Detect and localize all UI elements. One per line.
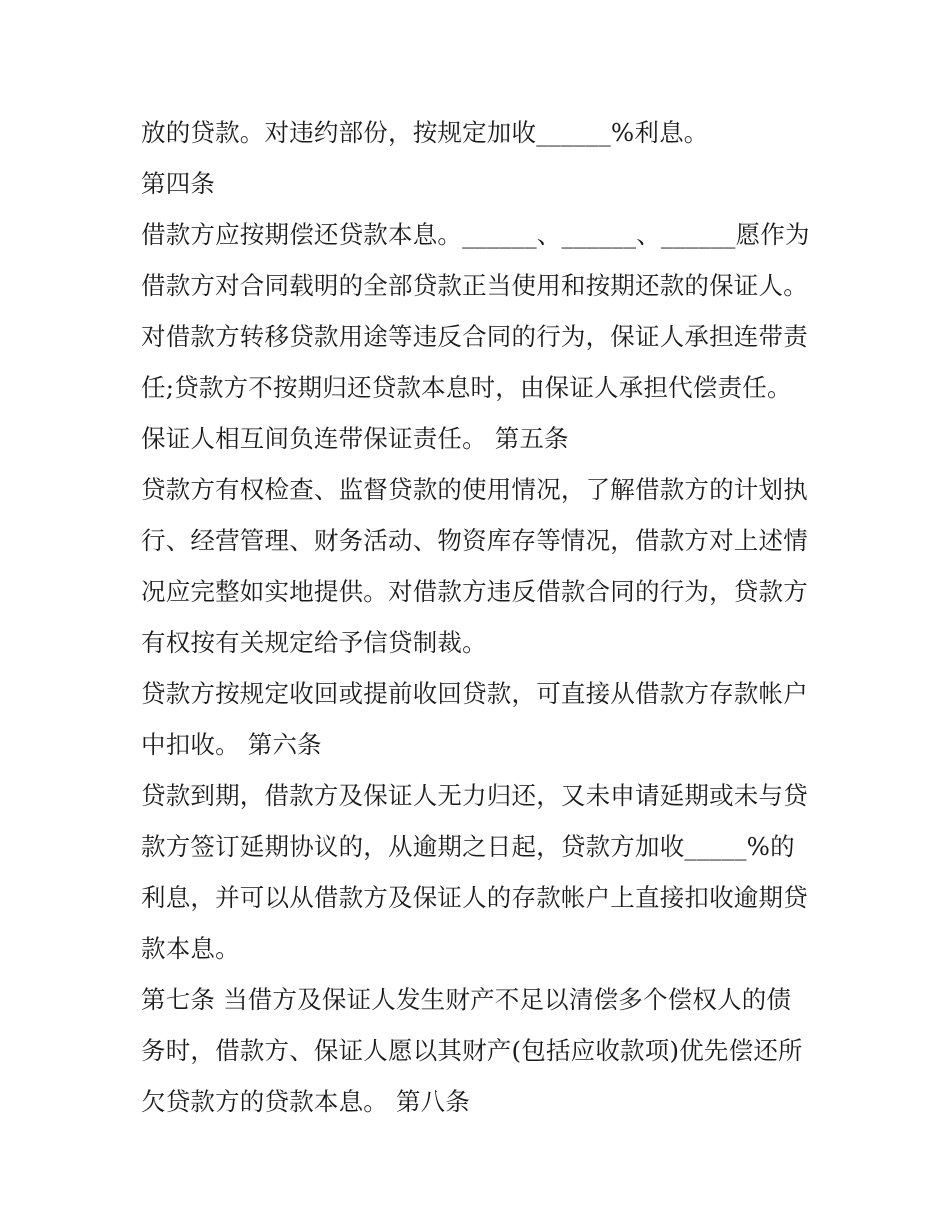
text-line: 欠贷款方的贷款本息。 第八条: [141, 1087, 471, 1116]
text-line: 贷款方按规定收回或提前收回贷款，可直接从借款方存款帐户: [141, 679, 808, 708]
text-line: 贷款方有权检查、监督贷款的使用情况，了解借款方的计划执: [141, 475, 808, 504]
text-line: 利息，并可以从借款方及保证人的存款帐户上直接扣收逾期贷: [141, 883, 808, 912]
text-line: 第七条 当借方及保证人发生财产不足以清偿多个偿权人的债: [141, 985, 792, 1014]
text-line: 有权按有关规定给予信贷制裁。: [141, 628, 487, 657]
text-line: 放的贷款。对违约部份，按规定加收______%利息。: [141, 118, 709, 147]
text-line: 对借款方转移贷款用途等违反合同的行为，保证人承担连带责: [141, 322, 808, 351]
text-line: 保证人相互间负连带保证责任。 第五条: [141, 424, 569, 453]
text-line: 中扣收。 第六条: [141, 730, 322, 759]
article-heading: 第四条: [141, 169, 216, 198]
text-line: 任;贷款方不按期归还贷款本息时，由保证人承担代偿责任。: [141, 373, 792, 402]
text-line: 贷款到期，借款方及保证人无力归还，又未申请延期或未与贷: [141, 781, 808, 810]
document-body: [141, 107, 821, 1127]
text-line: 款方签订延期协议的，从逾期之日起，贷款方加收_____%的: [141, 832, 795, 861]
text-line: 况应完整如实地提供。对借款方违反借款合同的行为，贷款方: [141, 577, 808, 606]
text-line: 借款方对合同载明的全部贷款正当使用和按期还款的保证人。: [141, 271, 808, 300]
text-line: 务时，借款方、保证人愿以其财产(包括应收款项)优先偿还所: [141, 1036, 803, 1065]
text-line: 款本息。: [141, 934, 240, 963]
text-line: 行、经营管理、财务活动、物资库存等情况，借款方对上述情: [141, 526, 808, 555]
text-line: 借款方应按期偿还贷款本息。______、______、______愿作为: [141, 220, 810, 249]
